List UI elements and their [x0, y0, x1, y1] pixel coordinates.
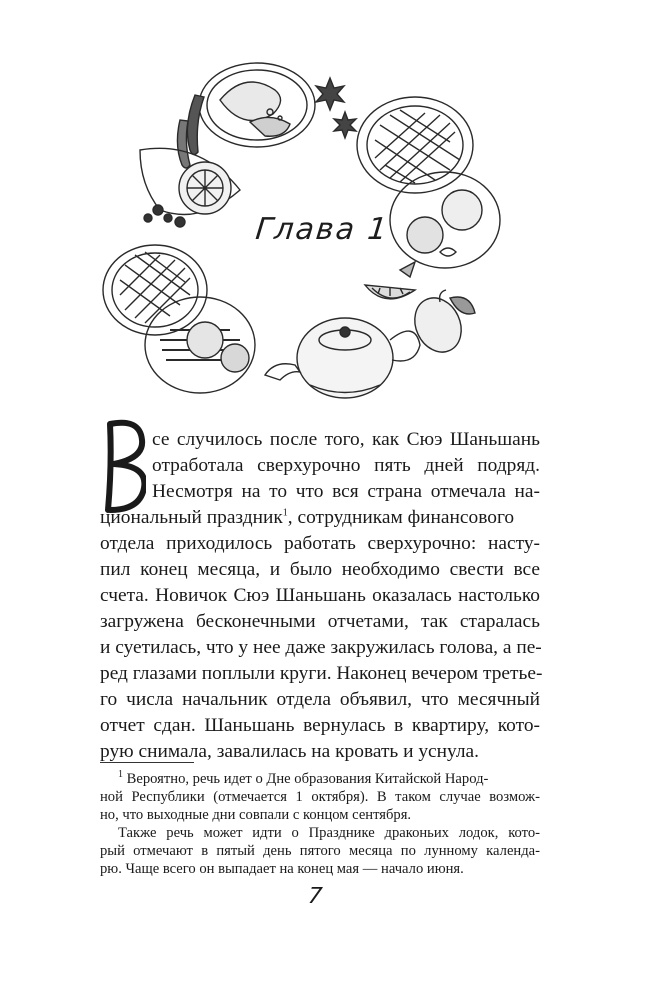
lemon-icon — [406, 290, 475, 360]
body-line: го числа начальник отдела объявил, что месячный — [100, 689, 540, 710]
body-line-part: циональный праздник — [100, 507, 283, 528]
teapot-icon — [265, 318, 420, 398]
body-line: счета. Новичок Сюэ Шаньшань оказалась настолько — [100, 585, 540, 606]
body-line: се случилось после того, как Сюэ Шаньшань — [152, 429, 540, 450]
leaf-bowl-icon — [140, 148, 240, 214]
footnote-line — [118, 770, 540, 788]
body-line: загружена бесконечными отчетами, так старалась — [100, 611, 540, 632]
body-line: пил конец месяца, и было необходимо свести все — [100, 559, 540, 580]
footnote-line-text: Вероятно, речь идет о Дне образования Китайской Народ- — [123, 771, 489, 787]
steamer-bottom-left-icon — [103, 245, 255, 393]
body-line: ред глазами поплыли круги. Наконец вечером третье- — [100, 663, 543, 684]
footnote-line: Также речь может идти о Празднике драконьих лодок, кото- — [118, 825, 540, 841]
body-line: Несмотря на то что вся страна отмечала на- — [152, 481, 540, 502]
footnote-line: ной Республики (отмечается 1 октября). В таком случае возмож- — [100, 789, 540, 805]
body-line — [100, 505, 540, 531]
body-line: рую снимала, завалилась на кровать и уснула. — [100, 741, 479, 762]
footnote-line: рый отмечают в пятый день пятого месяца по лунному календа- — [100, 843, 540, 859]
body-line: отработала сверхурочно пять дней подряд. — [152, 455, 540, 476]
page-number: 7 — [306, 884, 324, 909]
star-anise-icon — [316, 78, 356, 138]
footnote-line: но, что выходные дни совпали с концом сентября. — [100, 807, 412, 823]
body-line-part: , сотрудникам финансового — [287, 507, 515, 528]
chapter-title: Глава 1 — [253, 212, 391, 247]
footnote-line: рю. Чаще всего он выпадает на конец мая — начало июня. — [100, 861, 464, 877]
body-line: отчет сдан. Шаньшань вернулась в квартиру, кото- — [100, 715, 540, 736]
citrus-slice-icon — [365, 262, 415, 299]
berries-icon — [144, 205, 185, 227]
footnote-divider — [100, 762, 194, 763]
fish-plate-icon — [199, 63, 315, 147]
body-line: отдела приходилось работать сверхурочно: насту- — [100, 533, 540, 554]
body-line: и суетилась, что у нее даже закружилась голова, а пе- — [100, 637, 542, 658]
footnote-marker: 1 — [118, 769, 123, 781]
drop-cap — [100, 416, 146, 516]
footnote-ref: 1 — [282, 507, 288, 519]
